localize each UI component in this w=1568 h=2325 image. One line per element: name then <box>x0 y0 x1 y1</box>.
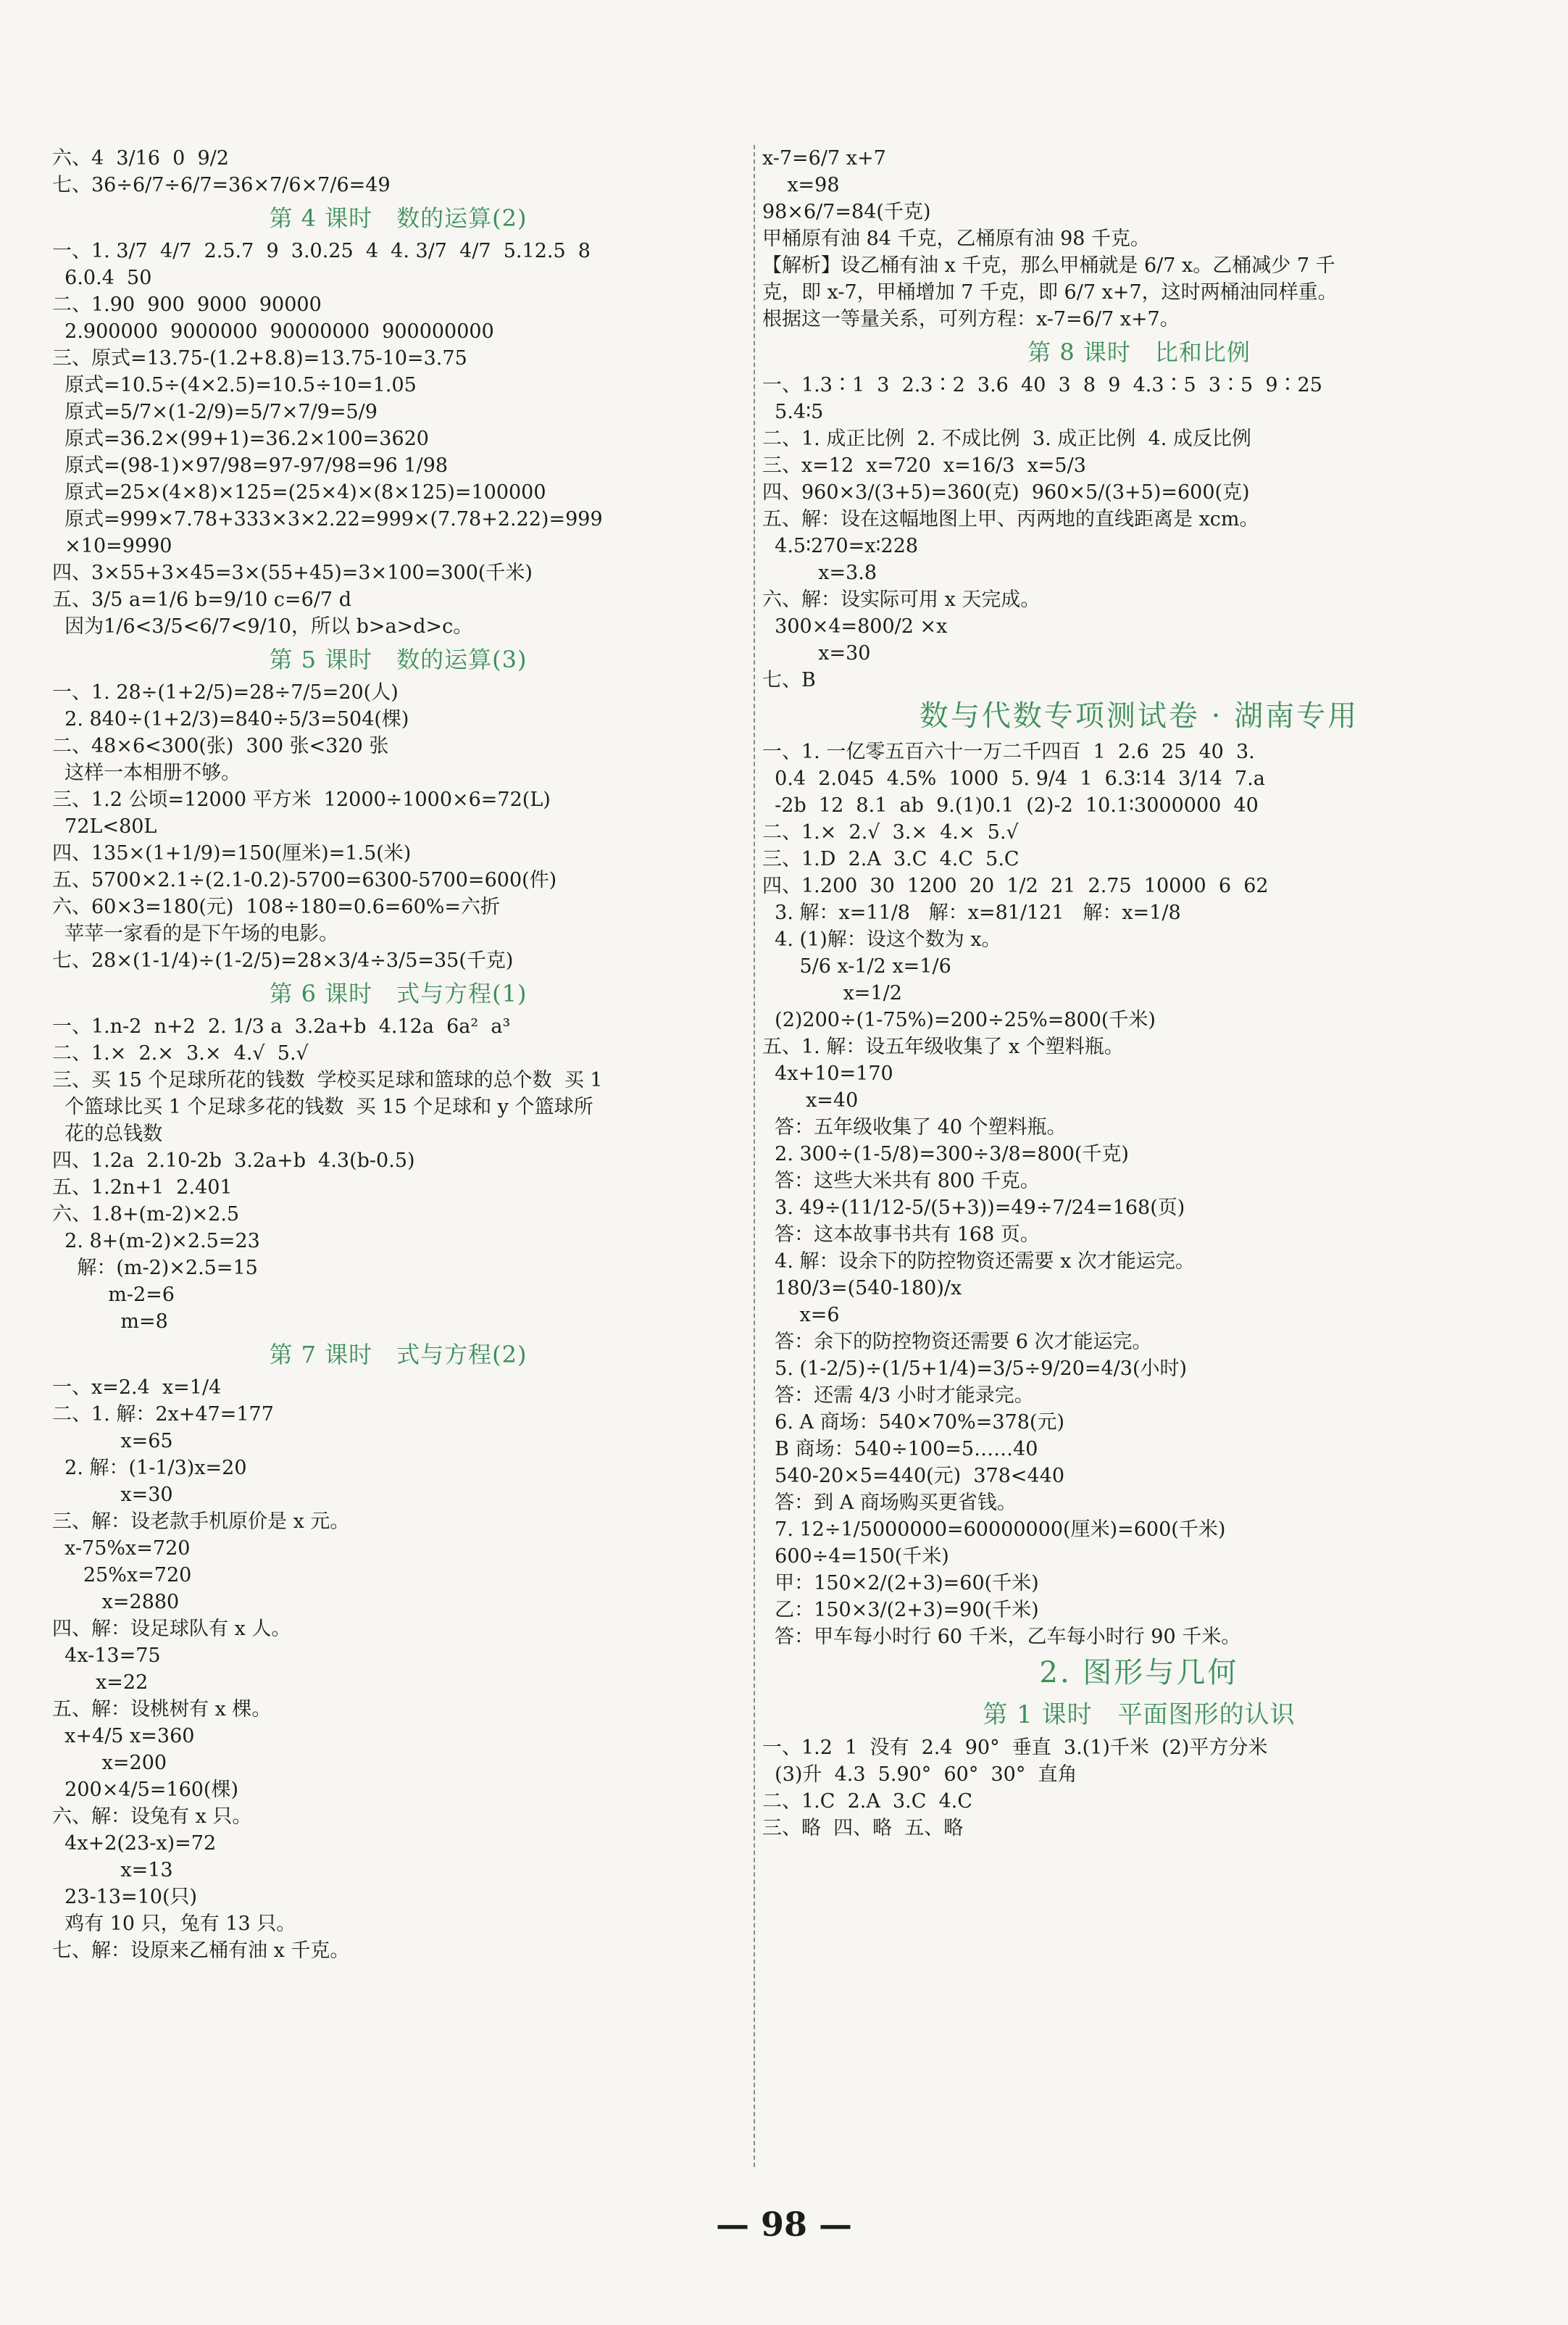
answer-line: 6.0.4 50 <box>52 267 152 289</box>
section-heading: 第 7 课时 式与方程(2) <box>269 1341 527 1368</box>
answer-line: 鸡有 10 只，兔有 13 只。 <box>52 1913 296 1935</box>
answer-line: 600÷4=150(千米) <box>762 1545 949 1568</box>
answer-line: x=200 <box>52 1752 167 1774</box>
answer-line: x=40 <box>762 1089 859 1112</box>
answer-line: 一、1. 28÷(1+2/5)=28÷7/5=20(人) <box>52 681 399 704</box>
answer-line: 苹苹一家看的是下午场的电影。 <box>52 923 339 945</box>
answer-line: 四、1.2a 2.10-2b 3.2a+b 4.3(b-0.5) <box>52 1149 415 1172</box>
answer-line: 五、解：设在这幅地图上甲、丙两地的直线距离是 xcm。 <box>762 508 1259 531</box>
answer-line: 180/3=(540-180)/x <box>762 1277 962 1299</box>
answer-line: 一、x=2.4 x=1/4 <box>52 1376 222 1399</box>
answer-line: 七、36÷6/7÷6/7=36×7/6×7/6=49 <box>52 174 391 196</box>
answer-line: 4.5∶270=x∶228 <box>762 535 919 557</box>
answer-line: 三、1.D 2.A 3.C 4.C 5.C <box>762 848 1019 870</box>
answer-line: -2b 12 8.1 ab 9.(1)0.1 (2)-2 10.1∶3000000 40 <box>762 794 1259 817</box>
right-column <box>762 145 1516 1842</box>
answer-line: 原式=36.2×(99+1)=36.2×100=3620 <box>52 428 429 450</box>
answer-line: 五、1.2n+1 2.401 <box>52 1176 233 1199</box>
answer-line: 五、1. 解：设五年级收集了 x 个塑料瓶。 <box>762 1036 1124 1058</box>
answer-line: (2)200÷(1-75%)=200÷25%=800(千米) <box>762 1009 1156 1031</box>
answer-line: 七、B <box>762 669 816 691</box>
answer-line: 答：甲车每小时行 60 千米，乙车每小时行 90 千米。 <box>762 1626 1241 1648</box>
answer-line: 七、28×(1-1/4)÷(1-2/5)=28×3/4÷3/5=35(千克) <box>52 949 514 972</box>
answer-line: 克，即 x-7，甲桶增加 7 千克，即 6/7 x+7，这时两桶油同样重。 <box>762 281 1338 304</box>
answer-line: 七、解：设原来乙桶有油 x 千克。 <box>52 1939 350 1962</box>
answer-line: 六、解：设兔有 x 只。 <box>52 1805 252 1828</box>
answer-line: 甲：150×2/(2+3)=60(千米) <box>762 1572 1039 1594</box>
answer-line: 5.4∶5 <box>762 401 824 423</box>
answer-line: 7. 12÷1/5000000=60000000(厘米)=600(千米) <box>762 1518 1226 1541</box>
answer-line: 六、4 3/16 0 9/2 <box>52 147 229 170</box>
answer-line: 花的总钱数 <box>52 1123 163 1145</box>
answer-line: x+4/5 x=360 <box>52 1725 195 1747</box>
answer-line: 3. 49÷(11/12-5/(5+3))=49÷7/24=168(页) <box>762 1197 1185 1219</box>
answer-line: 一、1.2 1 没有 2.4 90° 垂直 3.(1)千米 (2)平方分米 <box>762 1737 1268 1759</box>
answer-line: 原式=999×7.78+333×3×2.22=999×(7.78+2.22)=999 <box>52 508 603 531</box>
answer-line: 540-20×5=440(元) 378<440 <box>762 1465 1065 1487</box>
section-heading: 第 6 课时 式与方程(1) <box>269 980 527 1007</box>
answer-line: 这样一本相册不够。 <box>52 762 241 784</box>
section-heading: 第 5 课时 数的运算(3) <box>269 646 527 673</box>
answer-line: 五、解：设桃树有 x 棵。 <box>52 1698 272 1721</box>
answer-line: 2. 300÷(1-5/8)=300÷3/8=800(千克) <box>762 1143 1129 1165</box>
answer-line: 五、3/5 a=1/6 b=9/10 c=6/7 d <box>52 588 351 611</box>
answer-line: m=8 <box>52 1310 168 1333</box>
answer-line: 4x+2(23-x)=72 <box>52 1832 217 1855</box>
answer-line: 个篮球比买 1 个足球多花的钱数 买 15 个足球和 y 个篮球所 <box>52 1096 593 1118</box>
section-heading: 2. 图形与几何 <box>1039 1656 1239 1689</box>
answer-line: x-75%x=720 <box>52 1537 191 1560</box>
answer-line: 三、1.2 公顷=12000 平方米 12000÷1000×6=72(L) <box>52 789 551 811</box>
answer-line: 【解析】设乙桶有油 x 千克，那么甲桶就是 6/7 x。乙桶减少 7 千 <box>762 254 1335 277</box>
answer-line: 三、x=12 x=720 x=16/3 x=5/3 <box>762 454 1086 477</box>
answer-line: x=6 <box>762 1304 840 1326</box>
answer-line: 六、解：设实际可用 x 天完成。 <box>762 588 1041 611</box>
answer-line: 2. 解：(1-1/3)x=20 <box>52 1457 247 1479</box>
answer-line: 根据这一等量关系，可列方程：x-7=6/7 x+7。 <box>762 308 1180 330</box>
answer-line: 四、1.200 30 1200 20 1/2 21 2.75 10000 6 62 <box>762 875 1269 897</box>
answer-line: m-2=6 <box>52 1284 175 1306</box>
answer-line: 二、1.90 900 9000 90000 <box>52 294 322 316</box>
answer-line: 答：余下的防控物资还需要 6 次才能运完。 <box>762 1331 1152 1353</box>
answer-line: x-7=6/7 x+7 <box>762 147 886 170</box>
answer-line: 六、60×3=180(元) 108÷180=0.6=60%=六折 <box>52 896 501 918</box>
answer-line: 二、1.C 2.A 3.C 4.C <box>762 1790 973 1813</box>
answer-line: 二、1.× 2.× 3.× 4.√ 5.√ <box>52 1042 309 1065</box>
answer-line: 300×4=800/2 ×x <box>762 615 948 638</box>
answer-line: 5/6 x-1/2 x=1/6 <box>762 955 951 978</box>
answer-line: 200×4/5=160(棵) <box>52 1779 239 1801</box>
answer-line: 3. 解：x=11/8 解：x=81/121 解：x=1/8 <box>762 902 1181 924</box>
answer-line: x=1/2 <box>762 982 902 1005</box>
answer-line: 一、1. 3/7 4/7 2.5.7 9 3.0.25 4 4. 3/7 4/7 5.12.5 8 <box>52 240 591 262</box>
answer-line: 4x-13=75 <box>52 1644 161 1667</box>
answer-line: 6. A 商场：540×70%=378(元) <box>762 1411 1064 1434</box>
answer-line: x=22 <box>52 1671 149 1694</box>
answer-line: 五、5700×2.1÷(2.1-0.2)-5700=6300-5700=600(件) <box>52 869 557 891</box>
answer-line: 答：这本故事书共有 168 页。 <box>762 1223 1040 1246</box>
section-heading: 数与代数专项测试卷 · 湖南专用 <box>919 699 1359 733</box>
answer-line: 答：还需 4/3 小时才能录完。 <box>762 1384 1034 1407</box>
answer-line: 因为1/6<3/5<6/7<9/10，所以 b>a>d>c。 <box>52 615 473 638</box>
answer-line: 4. (1)解：设这个数为 x。 <box>762 928 1001 951</box>
section-heading: 第 4 课时 数的运算(2) <box>269 204 527 232</box>
answer-line: 一、1.n-2 n+2 2. 1/3 a 3.2a+b 4.12a 6a² a³ <box>52 1015 511 1038</box>
column-divider <box>754 145 755 2167</box>
answer-line: 解：(m-2)×2.5=15 <box>52 1257 258 1279</box>
answer-line: 四、960×3/(3+5)=360(克) 960×5/(3+5)=600(克) <box>762 481 1250 504</box>
answer-line: 一、1. 一亿零五百六十一万二千四百 1 2.6 25 40 3. <box>762 741 1255 763</box>
answer-line: (3)升 4.3 5.90° 60° 30° 直角 <box>762 1763 1077 1786</box>
answer-line: B 商场：540÷100=5……40 <box>762 1438 1038 1460</box>
answer-line: 原式=5/7×(1-2/9)=5/7×7/9=5/9 <box>52 401 378 423</box>
answer-line: 2.900000 9000000 90000000 900000000 <box>52 320 494 343</box>
answer-line: 四、135×(1+1/9)=150(厘米)=1.5(米) <box>52 842 412 865</box>
answer-line: 2. 840÷(1+2/3)=840÷5/3=504(棵) <box>52 708 409 731</box>
answer-line: 原式=25×(4×8)×125=(25×4)×(8×125)=100000 <box>52 481 546 504</box>
answer-line: x=65 <box>52 1430 173 1452</box>
page-number: — 98 — <box>715 2205 853 2244</box>
answer-line: 三、原式=13.75-(1.2+8.8)=13.75-10=3.75 <box>52 347 467 370</box>
answer-line: x=2880 <box>52 1591 180 1613</box>
answer-line: 二、1. 解：2x+47=177 <box>52 1403 274 1426</box>
answer-line: 23-13=10(只) <box>52 1886 198 1908</box>
answer-line: 二、1.× 2.√ 3.× 4.× 5.√ <box>762 821 1019 844</box>
answer-line: 四、3×55+3×45=3×(55+45)=3×100=300(千米) <box>52 562 533 584</box>
left-column <box>52 145 744 1964</box>
answer-line: 答：五年级收集了 40 个塑料瓶。 <box>762 1116 1067 1139</box>
answer-line: 5. (1-2/5)÷(1/5+1/4)=3/5÷9/20=4/3(小时) <box>762 1357 1188 1380</box>
answer-line: 答：这些大米共有 800 千克。 <box>762 1170 1040 1192</box>
answer-line: x=98 <box>762 174 840 196</box>
answer-line: 0.4 2.045 4.5% 1000 5. 9/4 1 6.3∶14 3/14 7.a <box>762 768 1265 790</box>
answer-line: 乙：150×3/(2+3)=90(千米) <box>762 1599 1039 1621</box>
answer-line: 2. 8+(m-2)×2.5=23 <box>52 1230 260 1252</box>
answer-line: x=3.8 <box>762 562 877 584</box>
answer-line: 答：到 A 商场购买更省钱。 <box>762 1492 1017 1514</box>
answer-line: 三、买 15 个足球所花的钱数 学校买足球和篮球的总个数 买 1 <box>52 1069 603 1091</box>
section-heading: 第 1 课时 平面图形的认识 <box>983 1700 1296 1729</box>
answer-line: 三、解：设老款手机原价是 x 元。 <box>52 1510 350 1533</box>
answer-line: 原式=10.5÷(4×2.5)=10.5÷10=1.05 <box>52 374 417 396</box>
answer-line: 4x+10=170 <box>762 1062 893 1085</box>
answer-line: 甲桶原有油 84 千克，乙桶原有油 98 千克。 <box>762 228 1151 250</box>
answer-line: 4. 解：设余下的防控物资还需要 x 次才能运完。 <box>762 1250 1195 1273</box>
answer-line: 四、解：设足球队有 x 人。 <box>52 1618 291 1640</box>
answer-line: x=30 <box>52 1484 173 1506</box>
answer-line: 25%x=720 <box>52 1564 192 1586</box>
answer-line: 98×6/7=84(千克) <box>762 201 931 223</box>
answer-line: 三、略 四、略 五、略 <box>762 1817 964 1839</box>
answer-line: 一、1.3∶1 3 2.3∶2 3.6 40 3 8 9 4.3∶5 3∶5 9∶25 <box>762 374 1322 396</box>
answer-line: x=13 <box>52 1859 173 1881</box>
answer-line: 六、1.8+(m-2)×2.5 <box>52 1203 240 1226</box>
answer-line: 二、48×6<300(张) 300 张<320 张 <box>52 735 389 757</box>
answer-line: x=30 <box>762 642 871 665</box>
answer-line: 原式=(98-1)×97/98=97-97/98=96 1/98 <box>52 454 449 477</box>
answer-line: 二、1. 成正比例 2. 不成比例 3. 成正比例 4. 成反比例 <box>762 428 1251 450</box>
answer-line: ×10=9990 <box>52 535 172 557</box>
section-heading: 第 8 课时 比和比例 <box>1027 338 1251 366</box>
answer-line: 72L<80L <box>52 815 157 838</box>
